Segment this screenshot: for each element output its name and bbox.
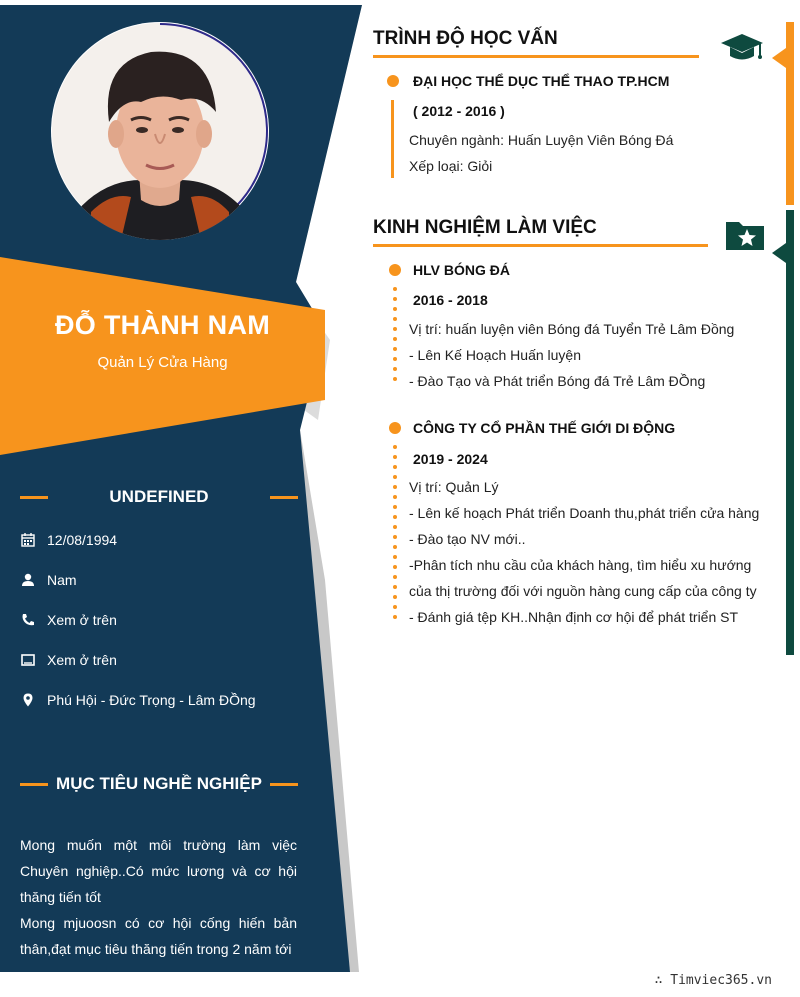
education-period: ( 2012 - 2016 ) bbox=[413, 103, 505, 119]
job-period: 2019 - 2024 bbox=[413, 451, 488, 467]
job-timeline bbox=[393, 287, 397, 387]
address-row: Phú Hội - Đức Trọng - Lâm ĐỒng bbox=[20, 689, 320, 711]
education-line: Chuyên ngành: Huấn Luyện Viên Bóng Đá bbox=[409, 132, 674, 148]
graduation-cap-icon bbox=[720, 32, 764, 64]
job-company: HLV BÓNG ĐÁ bbox=[413, 262, 510, 278]
location-pin-icon bbox=[20, 692, 36, 708]
birthdate-row: 12/08/1994 bbox=[20, 529, 320, 551]
phone-row: Xem ở trên bbox=[20, 609, 320, 631]
education-timeline bbox=[391, 100, 394, 178]
job-line: - Đào Tạo và Phát triển Bóng đá Trẻ Lâm ĐỒng bbox=[409, 373, 706, 389]
job-line: - Đánh giá tệp KH..Nhận định cơ hội để phát triển ST bbox=[409, 609, 739, 625]
job-bullet bbox=[389, 264, 401, 276]
calendar-icon bbox=[20, 532, 36, 548]
contact-heading: UNDEFINED bbox=[20, 485, 298, 509]
footer-brand[interactable]: ∴ Timviec365.vn bbox=[654, 973, 772, 988]
education-bullet bbox=[387, 75, 399, 87]
job-line: của thị trường đối với nguồn hàng cung cấp của công ty bbox=[409, 583, 757, 599]
objective-heading: MỤC TIÊU NGHỀ NGHIỆP bbox=[20, 772, 298, 796]
job-line: - Lên Kế Hoạch Huấn luyện bbox=[409, 347, 581, 363]
folder-star-icon bbox=[725, 218, 765, 251]
education-rule bbox=[373, 55, 699, 58]
experience-heading: KINH NGHIỆM LÀM VIỆC bbox=[373, 217, 597, 238]
email-icon bbox=[20, 652, 36, 668]
job-line: -Phân tích nhu cầu của khách hàng, tìm hiểu xu hướng bbox=[409, 557, 752, 573]
job-line: Vị trí: huấn luyện viên Bóng đá Tuyển Trẻ Lâm Đồng bbox=[409, 321, 735, 337]
objective-text: Mong muốn một môi trường làm việc Chuyên nghiệp..Có mức lương và cơ hội thăng tiến tốt Mong mjuoosn có cơ hội cống hiến bản thân,đạt mục tiêu thăng tiến trong 2 năm tới bbox=[20, 837, 297, 957]
job-line: - Lên kế hoạch Phát triển Doanh thu,phát triển cửa hàng bbox=[409, 505, 760, 521]
gender-row: Nam bbox=[20, 569, 320, 591]
job-line: - Đào tạo NV mới.. bbox=[409, 531, 526, 547]
avatar bbox=[51, 22, 269, 240]
experience-rule bbox=[373, 244, 708, 247]
job-line: Vị trí: Quản Lý bbox=[409, 479, 499, 495]
email-row: Xem ở trên bbox=[20, 649, 320, 671]
candidate-name: ĐỖ THÀNH NAM bbox=[54, 310, 271, 340]
job-bullet bbox=[389, 422, 401, 434]
job-period: 2016 - 2018 bbox=[413, 292, 488, 308]
education-heading: TRÌNH ĐỘ HỌC VẤN bbox=[373, 28, 558, 49]
candidate-role: Quản Lý Cửa Hàng bbox=[97, 354, 228, 371]
job-company: CÔNG TY CỔ PHẦN THẾ GIỚI DI ĐỘNG bbox=[413, 420, 676, 436]
education-line: Xếp loại: Giỏi bbox=[409, 158, 493, 174]
phone-icon bbox=[20, 612, 36, 628]
user-icon bbox=[20, 572, 36, 588]
school-name: ĐẠI HỌC THỂ DỤC THỂ THAO TP.HCM bbox=[413, 73, 670, 89]
job-timeline bbox=[393, 445, 397, 625]
